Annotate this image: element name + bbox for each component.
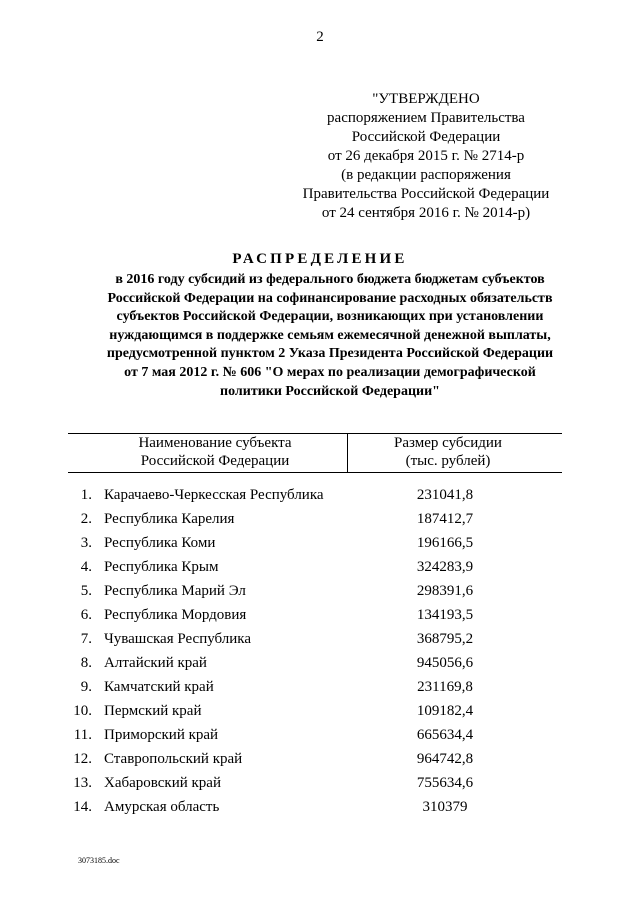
document-title: РАСПРЕДЕЛЕНИЕ — [232, 251, 408, 267]
row-number: 14. — [73, 799, 92, 815]
table-row — [0, 507, 640, 531]
subtitle-line: от 7 мая 2012 г. № 606 "О мерах по реализации демографической — [124, 364, 536, 380]
row-amount: 109182,4 — [416, 703, 474, 719]
row-number: 10. — [73, 703, 92, 719]
table-row — [0, 603, 640, 627]
row-region: Чувашская Республика — [104, 631, 252, 647]
table-body — [0, 483, 640, 819]
subtitle-line: субъектов Российской Федерации, возникающих при установлении — [116, 309, 544, 325]
row-region: Республика Коми — [104, 535, 216, 551]
row-region: Хабаровский край — [104, 775, 221, 791]
row-amount: 310379 — [422, 799, 468, 815]
row-region: Республика Марий Эл — [104, 583, 246, 599]
row-region: Алтайский край — [104, 655, 207, 671]
document-subtitle — [50, 271, 610, 401]
row-amount: 196166,5 — [416, 535, 474, 551]
row-amount: 964742,8 — [416, 751, 474, 767]
row-region: Карачаево-Черкесская Республика — [104, 487, 324, 503]
approval-stamp — [300, 90, 552, 223]
row-number: 13. — [73, 775, 92, 791]
table-row — [0, 555, 640, 579]
table-row — [0, 483, 640, 507]
approval-line: (в редакции распоряжения — [341, 167, 511, 183]
row-amount: 231041,8 — [416, 487, 474, 503]
subtitle-line: предусмотренной пунктом 2 Указа Президента Российской Федерации — [106, 346, 554, 362]
row-amount: 134193,5 — [416, 607, 474, 623]
table-row — [0, 723, 640, 747]
row-region: Амурская область — [104, 799, 220, 815]
table-header-bottom-rule — [68, 472, 562, 473]
row-number: 12. — [73, 751, 92, 767]
row-region: Пермский край — [104, 703, 202, 719]
column-header-name-line1: Наименование субъекта — [138, 435, 292, 451]
row-region: Ставропольский край — [104, 751, 243, 767]
column-header-name — [100, 434, 330, 470]
row-amount: 755634,6 — [416, 775, 474, 791]
subtitle-line: в 2016 году субсидий из федерального бюджета бюджетам субъектов — [115, 272, 545, 287]
page-number: 2 — [316, 29, 324, 45]
row-amount: 324283,9 — [416, 559, 474, 575]
subtitle-line: Российской Федерации на софинансирование расходных обязательств — [107, 290, 553, 306]
row-amount: 187412,7 — [416, 511, 474, 527]
column-header-amount-line2: (тыс. рублей) — [405, 453, 491, 469]
row-number: 1. — [80, 487, 92, 503]
table-header-divider — [347, 433, 348, 472]
row-region: Республика Мордовия — [104, 607, 247, 623]
row-number: 7. — [80, 631, 92, 647]
row-amount: 368795,2 — [416, 631, 474, 647]
approval-line: от 24 сентября 2016 г. № 2014-р) — [321, 205, 531, 221]
row-number: 6. — [80, 607, 92, 623]
row-amount: 945056,6 — [416, 655, 474, 671]
column-header-name-line2: Российской Федерации — [140, 453, 290, 469]
row-region: Камчатский край — [104, 679, 214, 695]
row-number: 11. — [73, 727, 92, 743]
row-number: 5. — [80, 583, 92, 599]
table-row — [0, 579, 640, 603]
row-region: Приморский край — [104, 727, 219, 743]
subtitle-line: нуждающимся в поддержке семьям ежемесячной денежной выплаты, — [109, 327, 551, 343]
row-number: 3. — [80, 535, 92, 551]
table-row — [0, 651, 640, 675]
approval-line: распоряжением Правительства — [327, 110, 525, 126]
row-number: 2. — [80, 511, 92, 527]
table-row — [0, 699, 640, 723]
row-region: Республика Карелия — [104, 511, 235, 527]
table-row — [0, 747, 640, 771]
row-number: 4. — [80, 559, 92, 575]
row-amount: 665634,4 — [416, 727, 474, 743]
approval-line: Правительства Российской Федерации — [302, 186, 550, 202]
row-number: 8. — [80, 655, 92, 671]
table-row — [0, 771, 640, 795]
table-row — [0, 531, 640, 555]
column-header-amount-line1: Размер субсидии — [394, 435, 502, 451]
footer-document-code: 3073185.doc — [78, 856, 120, 865]
row-region: Республика Крым — [104, 559, 219, 575]
table-row — [0, 675, 640, 699]
column-header-amount — [368, 434, 528, 470]
row-amount: 298391,6 — [416, 583, 474, 599]
row-amount: 231169,8 — [417, 679, 473, 695]
subtitle-line: политики Российской Федерации" — [220, 383, 440, 399]
row-number: 9. — [80, 679, 92, 695]
approval-line: "УТВЕРЖДЕНО — [372, 91, 480, 107]
table-row — [0, 627, 640, 651]
approval-line: Российской Федерации — [351, 129, 501, 145]
approval-line: от 26 декабря 2015 г. № 2714-р — [327, 148, 525, 164]
table-row — [0, 795, 640, 819]
